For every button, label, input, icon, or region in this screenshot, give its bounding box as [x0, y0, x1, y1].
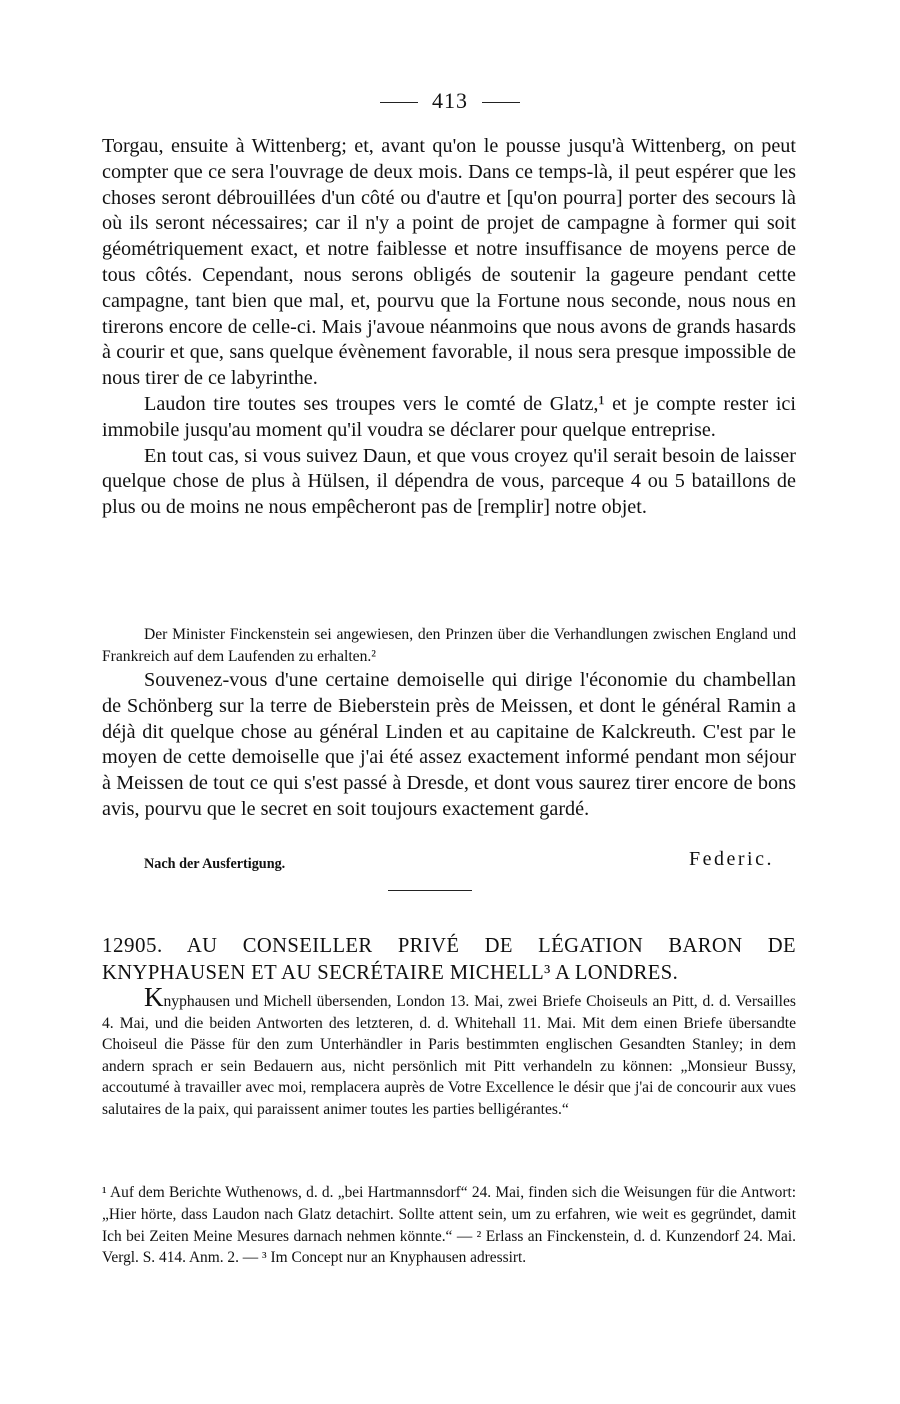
paragraph-2: Laudon tire toutes ses troupes vers le comté de Glatz,¹ et je compte rester ici immobile jusqu'au moment qu'il voudra se déclarer pour quelque entreprise. [102, 392, 796, 441]
letter-heading [102, 932, 796, 987]
header-dash-right [482, 102, 520, 103]
summary-text [102, 982, 796, 1121]
letter-number: 12905. [102, 933, 163, 957]
letter-heading-text: AU CONSEILLER PRIVÉ DE LÉGATION BARON DE KNYPHAUSEN ET AU SECRÉTAIRE MICHELL³ A LONDRES. [102, 935, 796, 984]
page-header [0, 88, 900, 114]
footnotes-text: ¹ Auf dem Berichte Wuthenows, d. d. „bei Hartmannsdorf“ 24. Mai, finden sich die Weisungen für die Antwort: „Hier hörte, dass Laudon nach Glatz detachirt. Sollte attent sein, um zu erfahren, wie weit es gegründet, damit Ich bei Zeiten Meine Mesures darnach nehmen könnte.“ — ² Erlass an Finckenstein, d. d. Kunzendorf 24. Mai. Vergl. S. 414. Anm. 2. — ³ Im Concept nur an Knyphausen adressirt. [102, 1184, 796, 1267]
page-number: 413 [432, 88, 468, 113]
footnotes [102, 1182, 796, 1269]
source-note: Nach der Ausfertigung. [144, 856, 286, 872]
summary-initial: K [144, 982, 164, 1012]
section-divider [388, 890, 472, 891]
header-dash-left [380, 102, 418, 103]
closing-row [144, 848, 774, 876]
letter-body-continued [102, 668, 796, 823]
paragraph-1: Torgau, ensuite à Wittenberg; et, avant qu'on le pousse jusqu'à Wittenberg, on peut compter que ce sera l'ouvrage de deux mois. Dans ce temps-là, il peut espérer que les choses seront débrouillées d'un côté ou d'autre et [qu'on pourra] porter des secours là où ils seront nécessaires; car il n'y a point de projet de campagne à former qui soit géométriquement exact, et notre faiblesse et notre insuffisance de moyens perce de tous côtés. Cependant, nous serons obligés de soutenir la gageure pendant cette campagne, tant bien que mal, et, pourvu que la Fortune nous seconde, nous nous en tirerons encore de celle-ci. Mais j'avoue néanmoins que nous avons de grands hasards à courir et que, sans quelque évènement favorable, il nous sera presque impossible de nous tirer de ce labyrinthe. [102, 135, 796, 390]
paragraph-3: En tout cas, si vous suivez Daun, et que vous croyez qu'il serait besoin de laisser quelque chose de plus à Hülsen, il dépendra de vous, parceque 4 ou 5 bataillons de plus ou de moins ne nous empêcheront pas de [remplir] notre objet. [102, 444, 796, 519]
letter-body [102, 134, 796, 521]
summary-body: nyphausen und Michell übersenden, London 13. Mai, zwei Briefe Choiseuls an Pitt, d. d. Versailles 4. Mai, und die beiden Antworten des letzteren, d. d. Whitehall 11. Mai. Mit dem einen Briefe übersandte Choiseul die Pässe für den zum Unterhändler in Paris bestimmten englischen Gesandten Stanley; in dem andern sprach er sein Bedauern aus, nicht persönlich mit Pitt verhandeln zu können: „Monsieur Bussy, accoutumé à travailler avec moi, remplacera auprès de Votre Excellence le désir que j'ai de concourir aux vues salutaires de la paix, qui paraissent animer toutes les parties belligérantes.“ [102, 993, 796, 1118]
minister-note-text: Der Minister Finckenstein sei angewiesen, den Prinzen über die Verhandlungen zwischen England und Frankreich auf dem Laufenden zu erhalten.² [102, 626, 796, 665]
signature: Federic. [689, 848, 774, 870]
paragraph-4: Souvenez-vous d'une certaine demoiselle qui dirige l'économie du chambellan de Schönberg sur la terre de Bieberstein près de Meissen, et dont le général Ramin a déjà dit quelque chose au général Linden et au capitaine de Kalckreuth. C'est par le moyen de cette demoiselle que j'ai été assez exactement informé pendant mon séjour à Meissen de tout ce qui s'est passé à Dresde, et dont vous saurez tirer encore de bons avis, pourvu que le secret en soit toujours exactement gardé. [102, 669, 796, 820]
minister-note [102, 624, 796, 667]
summary [102, 982, 796, 1121]
